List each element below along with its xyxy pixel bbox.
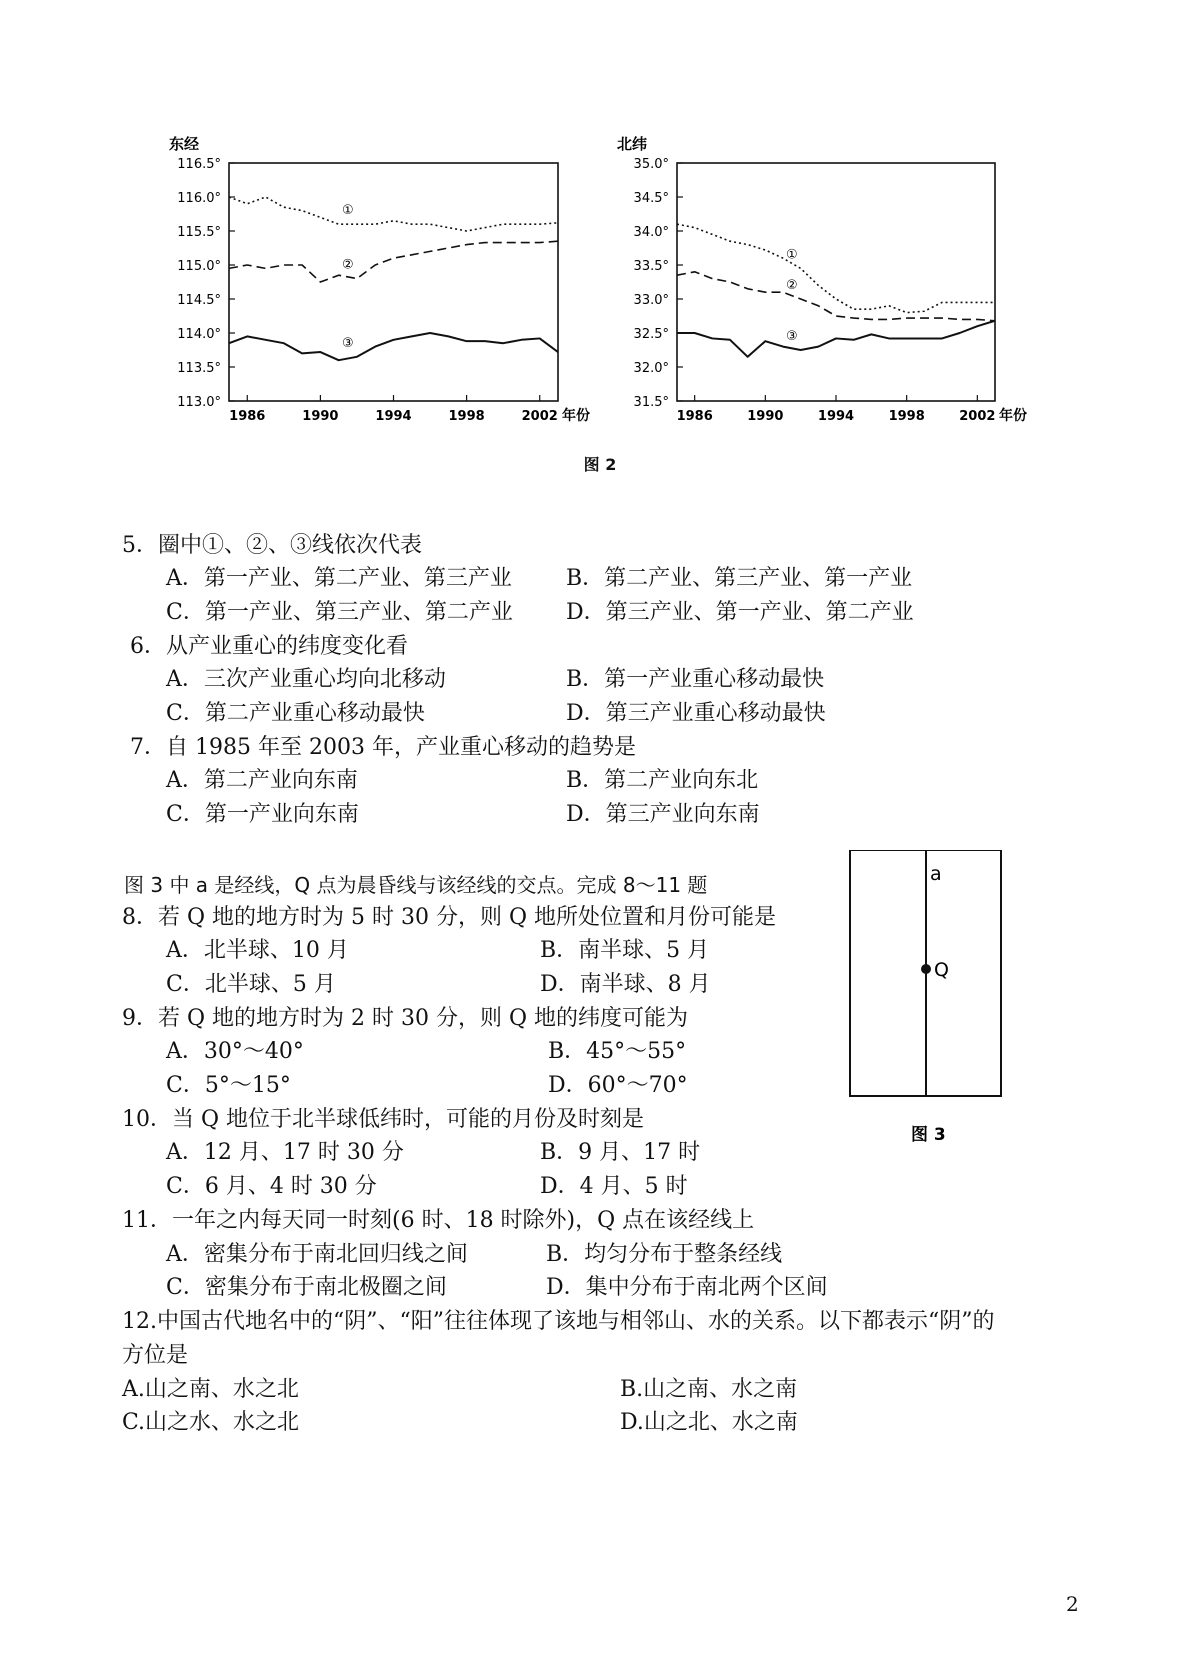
figure-2-caption: 图 2 bbox=[583, 455, 617, 474]
question-11-option-c: C．密集分布于南北极圈之间 bbox=[166, 1275, 447, 1300]
question-7-option-c: C．第一产业向东南 bbox=[166, 802, 359, 827]
chart-1-series-1-line bbox=[229, 197, 558, 231]
chart-2-x-unit: 年份 bbox=[999, 408, 1027, 424]
question-5-option-b: B．第二产业、第三产业、第一产业 bbox=[566, 566, 913, 591]
chart-2-ylabel: 北纬 bbox=[617, 135, 648, 153]
chart-2-xtick-label: 2002 bbox=[959, 409, 996, 424]
chart-2-ytick-label: 32.0° bbox=[633, 361, 669, 376]
question-6-option-b: B．第一产业重心移动最快 bbox=[566, 667, 825, 692]
chart-2-ytick-label: 32.5° bbox=[633, 327, 669, 342]
chart-1-ytick-label: 116.5° bbox=[177, 157, 221, 172]
question-9-option-c: C．5°～15° bbox=[166, 1073, 291, 1098]
chart-2-series-1-line bbox=[677, 224, 995, 312]
figure-2-charts bbox=[0, 0, 1200, 500]
chart-2-frame bbox=[677, 163, 995, 401]
chart-1-ytick-label: 114.0° bbox=[177, 327, 221, 342]
figure-2 bbox=[0, 0, 1200, 500]
question-11-option-d: D．集中分布于南北两个区间 bbox=[546, 1275, 828, 1300]
chart-1-ytick-label: 114.5° bbox=[177, 293, 221, 308]
page-number: 2 bbox=[1066, 1592, 1079, 1616]
question-8-option-c: C．北半球、5 月 bbox=[166, 972, 336, 997]
chart-1-ytick-label: 115.5° bbox=[177, 225, 221, 240]
question-8-stem: 8．若 Q 地的地方时为 5 时 30 分，则 Q 地所处位置和月份可能是 bbox=[122, 905, 777, 930]
question-12-option-d: D.山之北、水之南 bbox=[620, 1410, 798, 1435]
chart-2-xtick-label: 1990 bbox=[747, 409, 784, 424]
figure-3 bbox=[820, 850, 1030, 1150]
meridian-label: a bbox=[930, 863, 942, 885]
figure-3-caption: 图 3 bbox=[911, 1125, 946, 1145]
question-10-option-a: A．12 月、17 时 30 分 bbox=[166, 1140, 404, 1165]
question-6-option-a: A．三次产业重心均向北移动 bbox=[166, 667, 446, 692]
question-6-option-d: D．第三产业重心移动最快 bbox=[566, 701, 826, 726]
question-9-stem: 9．若 Q 地的地方时为 2 时 30 分，则 Q 地的纬度可能为 bbox=[122, 1006, 689, 1031]
question-7-stem: 7．自 1985 年至 2003 年，产业重心移动的趋势是 bbox=[130, 735, 636, 760]
question-10-option-c: C．6 月、4 时 30 分 bbox=[166, 1174, 377, 1199]
question-12-stem-line-2: 方位是 bbox=[122, 1343, 189, 1368]
chart-2-xtick-label: 1994 bbox=[817, 409, 855, 424]
question-8-option-d: D．南半球、8 月 bbox=[540, 972, 711, 997]
chart-2-ytick-label: 31.5° bbox=[633, 395, 669, 410]
question-7-option-a: A．第二产业向东南 bbox=[166, 768, 358, 793]
chart-2-ytick-label: 34.0° bbox=[633, 225, 669, 240]
chart-1-series-3-marker: ③ bbox=[341, 335, 354, 351]
question-8-option-a: A．北半球、10 月 bbox=[166, 938, 349, 963]
chart-1-ytick-label: 113.5° bbox=[177, 361, 221, 376]
question-6-option-c: C．第二产业重心移动最快 bbox=[166, 701, 425, 726]
question-10-option-b: B．9 月、17 时 bbox=[540, 1140, 701, 1165]
chart-2-series-3-line bbox=[677, 321, 995, 357]
question-6-stem: 6．从产业重心的纬度变化看 bbox=[130, 634, 408, 659]
chart-2-series-1-marker: ① bbox=[786, 247, 798, 263]
chart-1-frame bbox=[229, 163, 558, 401]
chart-1-series-2-marker: ② bbox=[341, 257, 354, 273]
figure-3-diagram bbox=[820, 850, 1030, 1150]
chart-2-ytick-label: 33.0° bbox=[633, 293, 669, 308]
question-9-option-d: D．60°～70° bbox=[548, 1073, 688, 1098]
question-9-option-a: A．30°～40° bbox=[166, 1039, 304, 1064]
chart-2-ytick-label: 33.5° bbox=[633, 259, 669, 274]
chart-2-xtick-label: 1998 bbox=[888, 409, 925, 424]
question-9-option-b: B．45°～55° bbox=[548, 1039, 687, 1064]
question-5-option-c: C．第一产业、第三产业、第二产业 bbox=[166, 600, 513, 625]
point-q-label: Q bbox=[934, 959, 949, 981]
chart-1-series-1-marker: ① bbox=[341, 203, 354, 219]
chart-1-ytick-label: 115.0° bbox=[177, 259, 221, 274]
chart-1-ytick-label: 116.0° bbox=[177, 191, 221, 206]
chart-1-series-2-line bbox=[229, 241, 558, 282]
chart-2-ytick-label: 34.5° bbox=[633, 191, 669, 206]
chart-1-xtick-label: 1994 bbox=[375, 409, 412, 424]
question-11-option-b: B．均匀分布于整条经线 bbox=[546, 1242, 783, 1267]
chart-2-series-3-marker: ③ bbox=[786, 329, 798, 344]
question-5-option-d: D．第三产业、第一产业、第二产业 bbox=[566, 600, 914, 625]
question-5-option-a: A．第一产业、第二产业、第三产业 bbox=[166, 566, 512, 591]
question-12-stem-line-1: 12.中国古代地名中的“阴”、“阳”往往体现了该地与相邻山、水的关系。以下都表示“阴”的 bbox=[122, 1309, 995, 1334]
chart-1-xtick-label: 1990 bbox=[302, 409, 339, 424]
chart-1-x-unit: 年份 bbox=[562, 408, 590, 424]
chart-1-series-3-line bbox=[229, 333, 558, 360]
chart-1-ytick-label: 113.0° bbox=[177, 395, 221, 410]
chart-2-ytick-label: 35.0° bbox=[633, 157, 669, 172]
question-10-option-d: D．4 月、5 时 bbox=[540, 1174, 688, 1199]
chart-1-xtick-label: 1998 bbox=[448, 409, 485, 424]
chart-2-xtick-label: 1986 bbox=[676, 409, 713, 424]
chart-1-xtick-label: 1986 bbox=[229, 409, 266, 424]
question-12-option-c: C.山之水、水之北 bbox=[122, 1410, 300, 1435]
question-7-option-d: D．第三产业向东南 bbox=[566, 802, 760, 827]
question-11-option-a: A．密集分布于南北回归线之间 bbox=[166, 1242, 468, 1267]
point-q bbox=[921, 964, 931, 974]
question-8-option-b: B．南半球、5 月 bbox=[540, 938, 710, 963]
question-5-stem: 5．圈中①、②、③线依次代表 bbox=[122, 533, 422, 558]
question-12-option-a: A.山之南、水之北 bbox=[122, 1377, 299, 1402]
question-11-stem: 11．一年之内每天同一时刻(6 时、18 时除外)，Q 点在该经线上 bbox=[122, 1208, 755, 1233]
question-12-option-b: B.山之南、水之南 bbox=[620, 1377, 798, 1402]
question-7-option-b: B．第二产业向东北 bbox=[566, 768, 759, 793]
chart-2-series-2-line bbox=[677, 272, 995, 321]
section-intro: 图 3 中 a 是经线，Q 点为晨昏线与该经线的交点。完成 8～11 题 bbox=[124, 873, 708, 897]
question-10-stem: 10．当 Q 地位于北半球低纬时，可能的月份及时刻是 bbox=[122, 1107, 645, 1132]
chart-1-ylabel: 东经 bbox=[169, 135, 200, 153]
chart-1-xtick-label: 2002 bbox=[521, 409, 558, 424]
chart-2-series-2-marker: ② bbox=[786, 278, 798, 293]
